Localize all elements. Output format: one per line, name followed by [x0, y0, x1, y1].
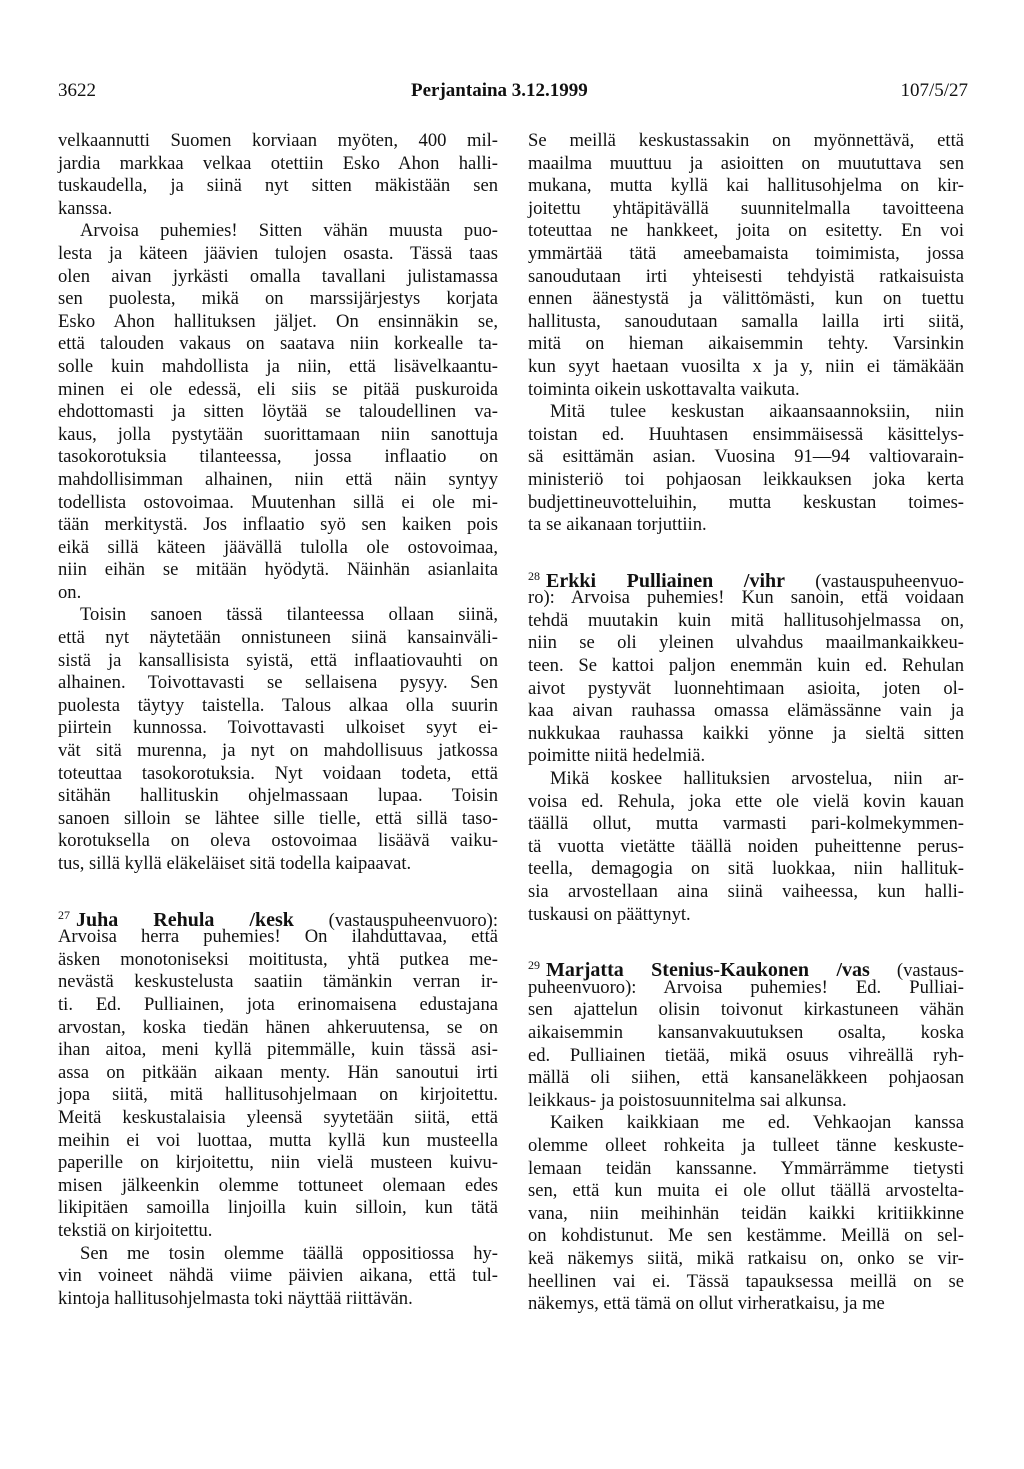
- text-line: äsken monotoniseksi moititusta, yhtä putkea me-: [58, 948, 498, 970]
- text-line: tuskausi on päättynyt.: [528, 903, 691, 925]
- text-line: Se meillä keskustassakin on myönnettävä, että: [528, 130, 964, 151]
- text-line: solle kuin mahdollista ja niin, että lisävelkaantu-: [58, 355, 498, 377]
- text-line: sen puolesta, mikä on marssijärjestys korjata: [58, 288, 498, 310]
- page-number: 3622: [58, 80, 96, 101]
- text-line: ta se aikanaan torjuttiin.: [528, 514, 707, 536]
- text-line: budjettineuvotteluihin, mutta keskustan toimes-: [528, 491, 964, 513]
- paragraph: [528, 1112, 964, 1315]
- text-line: ti. Ed. Pulliainen, jota erinomaisena edustajana: [58, 993, 498, 1015]
- text-line: nevästä keskustelusta saatiin tämänkin verran ir-: [58, 971, 498, 993]
- text-line: puolesta täytyy taistella. Talous alkaa olla suurin: [58, 694, 498, 716]
- left-column: [58, 130, 498, 1310]
- text-line: mahdollisimman alhainen, niin että näin syntyy: [58, 468, 498, 490]
- text-line: poimitte niitä hedelmiä.: [528, 745, 706, 767]
- text-line: täällä ollut, mutta varmasti pari-kolmekymmen-: [528, 813, 964, 835]
- text-line: Arvoisa herra puhemies! On ilahduttavaa, että: [58, 926, 498, 948]
- text-line: paperille on kirjoitettu, niin vielä musteen kuivu-: [58, 1152, 498, 1174]
- text-line: aikaisemmin kansanvakuutuksen osalta, koska: [528, 1021, 964, 1043]
- text-line: kaa aivan rauhassa omassa elämässänne vain ja: [528, 700, 964, 722]
- text-line: toistan ed. Huuhtasen ensimmäisessä käsittelys-: [528, 423, 964, 445]
- page-header: [58, 80, 968, 102]
- text-line: leikkaus- ja poistosuunnitelma sai alkunsa.: [528, 1089, 847, 1111]
- text-line: ennen äänestystä ja välittömästi, kun on tuettu: [528, 288, 964, 310]
- text-line: jopa siitä, mitä hallitusohjelmaan on kirjoitettu.: [58, 1084, 498, 1106]
- text-line: Mitä tulee keskustan aikaansaannoksiin, niin: [550, 401, 964, 423]
- paragraph: [528, 587, 964, 768]
- speaker-name: Marjatta Stenius-Kaukonen /vas: [546, 959, 870, 982]
- speech-type: (vastaus-: [896, 960, 964, 982]
- text-line: niin se oli yleinen ulvahdus maailmankaikkeu-: [528, 632, 964, 654]
- speech-type: (vastauspuheenvuoro):: [328, 909, 498, 931]
- text-line: mällä oli siihen, että kansaneläkkeen pohjaosan: [528, 1067, 964, 1089]
- text-line: jardia markkaa velkaa otettiin Esko Ahon halli-: [58, 152, 498, 174]
- speech-number: 27: [58, 907, 70, 922]
- text-line: teella, demagogia on sitä luokkaa, niin hallituk-: [528, 858, 964, 880]
- text-line: joitettu yhtäpitävällä suunnitelmalla tavoitteena: [528, 197, 964, 219]
- page-date: Perjantaina 3.12.1999: [411, 80, 588, 101]
- text-line: tekstiä on kirjoitettu.: [58, 1219, 213, 1241]
- text-line: maailma muuttuu ja asioitten on muututtava sen: [528, 152, 964, 174]
- text-line: sanoen silloin se lähtee sille tielle, että sillä taso-: [58, 807, 498, 829]
- text-line: ed. Pulliainen tietää, mikä osuus vihreällä ryh-: [528, 1044, 964, 1066]
- speech-heading: [528, 954, 964, 982]
- speech-heading: [58, 904, 498, 931]
- text-line: Kaiken kaikkiaan me ed. Vehkaojan kanssa: [550, 1112, 964, 1134]
- paragraph: [58, 130, 498, 220]
- text-line: toteuttaa tasokorotuksia. Nyt voidaan todeta, että: [58, 762, 498, 784]
- speech-type: (vastauspuheenvuo-: [815, 570, 964, 592]
- text-line: on kohdistunut. Me sen kestämme. Meillä on sel-: [528, 1225, 964, 1247]
- text-line: toiminta oikein uskottavalta vaikuta.: [528, 378, 800, 400]
- paragraph: [528, 768, 964, 926]
- text-line: Sen me tosin olemme täällä oppositiossa hy-: [80, 1242, 498, 1264]
- text-line: sitähän hallituskin ohjelmassaan lupaa. Toisin: [58, 785, 498, 807]
- text-line: sistä ja kansallisista syistä, että inflaatiovauhti on: [58, 649, 498, 671]
- text-line: tään merkitystä. Jos inflaatio syö sen kaiken pois: [58, 514, 498, 536]
- text-line: tus, sillä kyllä eläkeläiset sitä todella kaipaavat.: [58, 853, 412, 874]
- text-line: Arvoisa puhemies! Sitten vähän muusta puo-: [80, 220, 498, 242]
- paragraph: [528, 977, 964, 1113]
- text-line: Toisin sanoen tässä tilanteessa ollaan siinä,: [80, 604, 498, 626]
- text-line: kaus, jolla pystytään suorittamaan niin sanottuja: [58, 423, 498, 445]
- paragraph: [58, 926, 498, 1242]
- text-line: sen, että kun muita ei ole ollut täällä arvosteltа-: [528, 1180, 964, 1202]
- text-line: arvostan, koska tiedän hänen ahkeruutensa, se on: [58, 1016, 498, 1038]
- text-line: aivot pystyvät luonnehtimaan asioita, joten ol-: [528, 677, 964, 699]
- paragraph: [58, 1243, 498, 1311]
- text-line: todellista ostovoimaa. Muutenhan sillä ei ole mi-: [58, 491, 498, 513]
- text-line: vät sitä murenna, ja nyt on mahdollisuus jatkossa: [58, 740, 498, 762]
- text-line: velkaannutti Suomen korviaan myöten, 400 mil-: [58, 130, 498, 151]
- text-line: kun syyt haetaan vuosilta x ja y, niin ei tämäkään: [528, 355, 964, 377]
- text-line: ehdottomasti ja sitten löytää se taloudellinen va-: [58, 401, 498, 423]
- text-line: tasokorotuksia tilanteessa, jossa inflaatio on: [58, 446, 498, 468]
- text-line: lemaan teidän kanssanne. Ymmärrämme tietysti: [528, 1157, 964, 1179]
- text-line: niin eihän se mitään hyödytä. Näinhän asianlaita: [58, 559, 498, 581]
- text-line: sen ajattelun olisin toivonut kirkastuneen vähän: [528, 999, 964, 1021]
- text-line: tuskaudella, ja siinä nyt sitten mäkistään sen: [58, 175, 498, 197]
- text-line: nukkukaa rauhassa kaikki yönne ja sieltä sitten: [528, 722, 964, 744]
- speech-heading: [528, 565, 964, 592]
- text-line: Esko Ahon hallituksen jäljet. On ensinnäkin se,: [58, 310, 498, 332]
- right-column: [528, 130, 964, 1316]
- text-line: heellinen vai ei. Tässä tapauksessa meillä on se: [528, 1270, 964, 1292]
- text-line: Meitä keskustalaisia yleensä syytetään siitä, että: [58, 1106, 498, 1128]
- paragraph: [528, 130, 964, 401]
- text-line: ihan aitoa, meni kyllä pitemmälle, kuin tässä asi-: [58, 1039, 498, 1061]
- speaker-name: Juha Rehula /kesk: [76, 908, 294, 931]
- text-line: voisa ed. Rehula, joka ette ole vielä kovin kauan: [528, 790, 964, 812]
- text-line: meihin ei voi luottaa, mutta kyllä kun musteella: [58, 1129, 498, 1151]
- text-line: sä esittämän asian. Vuosina 91—94 valtiovarain-: [528, 446, 964, 468]
- text-line: Mikä koskee hallituksien arvostelua, niin ar-: [550, 768, 964, 790]
- text-line: keä näkemys siitä, mikä ratkaisu on, onko se vir-: [528, 1247, 964, 1269]
- text-line: ro): Arvoisa puhemies! Kun sanoin, että voidaan: [528, 587, 964, 609]
- text-line: misen jälkeenkin olemme tottuneet olemaan edes: [58, 1174, 498, 1196]
- text-line: olen aivan jyrkästi omalla tavallani julistamassa: [58, 265, 498, 287]
- text-line: mukana, mutta kyllä kai hallitusohjelma on kir-: [528, 175, 964, 197]
- text-line: kanssa.: [58, 197, 113, 219]
- paragraph: [58, 604, 498, 875]
- text-line: assa on pitkään aikaan menty. Hän sanoutui irti: [58, 1061, 498, 1083]
- text-line: on.: [58, 581, 82, 603]
- text-line: teen. Se kattoi paljon enemmän kuin ed. Rehulan: [528, 655, 964, 677]
- text-line: eikä sillä käteen jäävällä tulolla ole ostovoimaa,: [58, 536, 498, 558]
- text-line: vin voineet nähdä viime päivien aikana, että tul-: [58, 1265, 498, 1287]
- speech-number: 28: [528, 568, 540, 583]
- text-line: vana, niin meihinhän teidän kaikki kritiikkinne: [528, 1202, 964, 1224]
- text-line: hallitusta, sanoudutaan samalla lailla irti siitä,: [528, 310, 964, 332]
- text-line: ymmärtää tätä ameebamaista toimimista, jossa: [528, 242, 964, 264]
- text-line: tehdä muutakin kuin mitä hallitusohjelmassa on,: [528, 609, 964, 631]
- text-line: näkemys, että tämä on ollut virheratkaisu, ja me: [528, 1293, 885, 1315]
- text-line: tä vuotta vietätte täällä noiden puheittenne perus-: [528, 835, 964, 857]
- text-line: lesta ja käteen jäävien tulojen osasta. Tässä taas: [58, 242, 498, 264]
- text-line: alhainen. Toivottavasti se sellaisena pysyy. Sen: [58, 672, 498, 694]
- text-line: sanoudutaan irti yhteisesti tehdyistä ratkaisuista: [528, 265, 964, 287]
- text-line: piirtein kunnossa. Toivottavasti ulkoiset syyt ei-: [58, 717, 498, 739]
- speech-number: 29: [528, 958, 540, 973]
- text-line: kintoja hallitusohjelmasta toki näyttää riittävän.: [58, 1287, 413, 1309]
- text-line: sia arvostellaan aina siinä vaiheessa, kun halli-: [528, 881, 964, 902]
- speaker-name: Erkki Pulliainen /vihr: [546, 569, 786, 592]
- text-line: olemme olleet rohkeita ja tulleet tänne keskuste-: [528, 1134, 964, 1156]
- text-line: puheenvuoro): Arvoisa puhemies! Ed. Pulliai-: [528, 976, 964, 998]
- paragraph: [528, 401, 964, 537]
- text-line: toteuttaa ne hankkeet, joita on esitetty. En voi: [528, 220, 964, 242]
- text-line: minen ei ole edessä, eli siis se pitää puskuroida: [58, 378, 498, 400]
- text-line: mitä on hieman aikaisemmin tehty. Varsinkin: [528, 333, 964, 355]
- text-line: että nyt näytetään onnistuneen siinä kansainväli-: [58, 627, 498, 649]
- text-line: että talouden vakaus on saatava niin korkealle ta-: [58, 333, 498, 355]
- paragraph: [58, 220, 498, 604]
- document-reference: 107/5/27: [900, 80, 968, 101]
- text-line: korotuksella on oleva ostovoimaa lisäävä vaiku-: [58, 830, 498, 852]
- text-line: ministeriö toi pohjaosan leikkauksen joka kerta: [528, 468, 964, 490]
- text-line: likipitäen samoilla linjoilla kuin silloin, kun tätä: [58, 1197, 498, 1219]
